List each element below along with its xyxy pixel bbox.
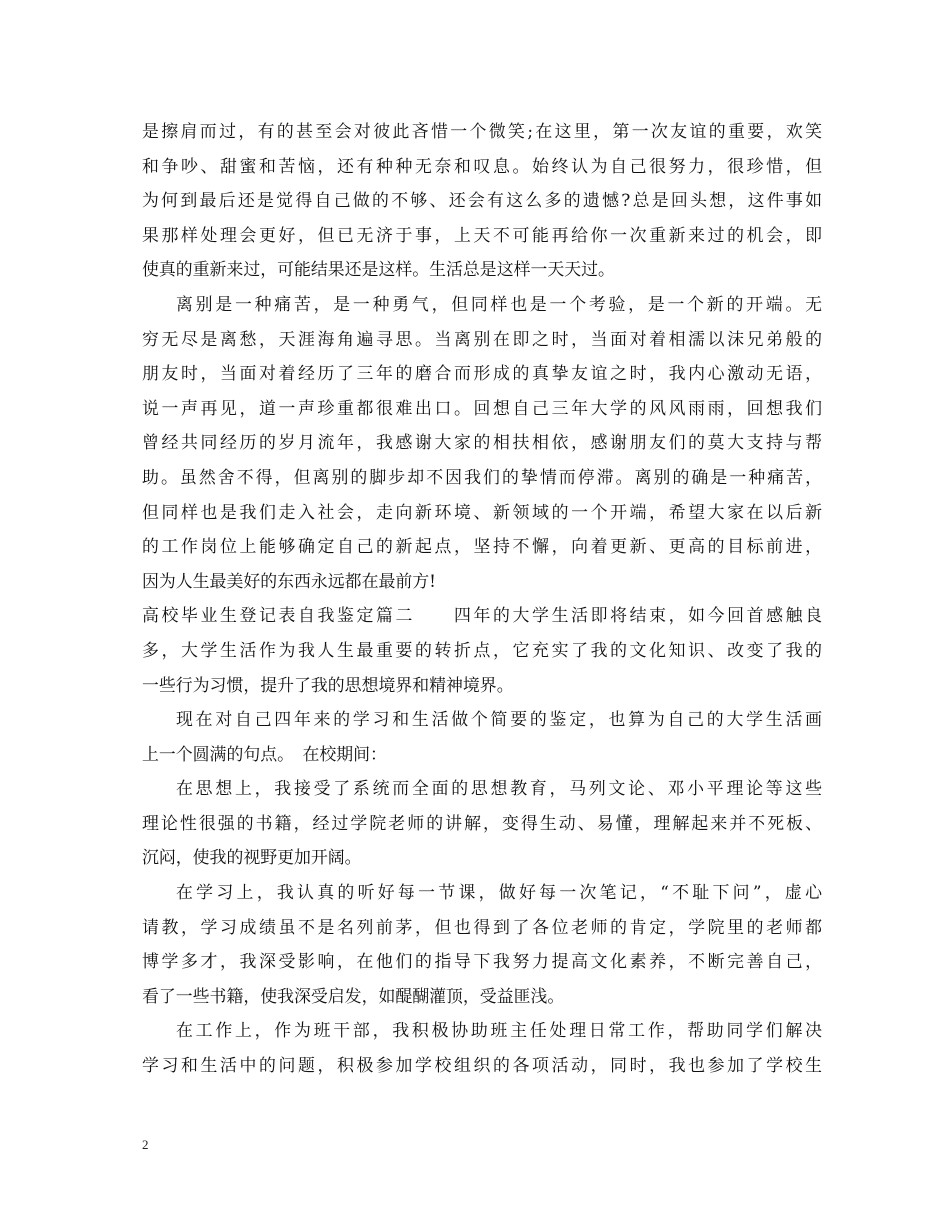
text-line: 沉闷，使我的视野更加开阔。 (142, 847, 362, 868)
text-line: 学习和生活中的问题，积极参加学校组织的各项活动，同时，我也参加了学校生 (142, 1055, 822, 1076)
text-line: 高校毕业生登记表自我鉴定篇二 四年的大学生活即将结束，如今回首感触良 (142, 605, 822, 626)
text-line: 现在对自己四年来的学习和生活做个简要的鉴定，也算为自己的大学生活画 (176, 709, 822, 730)
text-line: 助。虽然舍不得，但离别的脚步却不因我们的挚情而停滞。离别的确是一种痛苦， (142, 466, 822, 487)
text-line: 是擦肩而过，有的甚至会对彼此吝惜一个微笑;在这里，第一次友谊的重要，欢笑 (142, 121, 822, 141)
text-line: 离别是一种痛苦，是一种勇气，但同样也是一个考验，是一个新的开端。无 (176, 293, 822, 314)
text-line: 的工作岗位上能够确定自己的新起点，坚持不懈，向着更新、更高的目标前进， (142, 536, 822, 557)
text-line: 因为人生最美好的东西永远都在最前方! (142, 570, 436, 591)
text-line: 在工作上，作为班干部，我积极协助班主任处理日常工作，帮助同学们解决 (176, 1020, 822, 1041)
text-line: 多，大学生活作为我人生最重要的转折点，它充实了我的文化知识、改变了我的 (142, 639, 822, 660)
text-line: 为何到最后还是觉得自己做的不够、还会有这么多的遗憾?总是回头想，这件事如 (142, 190, 822, 211)
text-line: 使真的重新来过，可能结果还是这样。生活总是这样一天天过。 (142, 259, 615, 280)
text-line: 在思想上，我接受了系统而全面的思想教育，马列文论、邓小平理论等这些 (176, 778, 822, 799)
text-line: 穷无尽是离愁，天涯海角遍寻思。当离别在即之时，当面对着相濡以沫兄弟般的 (142, 328, 822, 349)
body-text (142, 114, 822, 1083)
text-line: 但同样也是我们走入社会，走向新环境、新领域的一个开端，希望大家在以后新 (142, 501, 822, 522)
text-line: 理论性很强的书籍，经过学院老师的讲解，变得生动、易懂，理解起来并不死板、 (142, 812, 822, 833)
text-line: 一些行为习惯，提升了我的思想境界和精神境界。 (142, 674, 514, 695)
text-line: 说一声再见，道一声珍重都很难出口。回想自己三年大学的风风雨雨，回想我们 (142, 397, 822, 418)
text-line: 请教，学习成绩虽不是名列前茅，但也得到了各位老师的肯定，学院里的老师都 (142, 916, 822, 937)
page-number: 2 (142, 1137, 149, 1152)
text-line: 朋友时，当面对着经历了三年的磨合而形成的真挚友谊之时，我内心激动无语， (142, 363, 822, 384)
text-line: 博学多才，我深受影响，在他们的指导下我努力提高文化素养，不断完善自己， (142, 951, 822, 972)
text-line: 曾经共同经历的岁月流年，我感谢大家的相扶相依，感谢朋友们的莫大支持与帮 (142, 432, 822, 453)
text-line: 在学习上，我认真的听好每一节课，做好每一次笔记，“不耻下问”，虚心 (176, 882, 822, 903)
text-line: 看了一些书籍，使我深受启发，如醍醐灌顶，受益匪浅。 (142, 985, 565, 1006)
text-line: 上一个圆满的句点。 在校期间： (142, 743, 387, 764)
text-line: 和争吵、甜蜜和苦恼，还有种种无奈和叹息。始终认为自己很努力，很珍惜，但 (142, 155, 822, 176)
text-line: 果那样处理会更好，但已无济于事，上天不可能再给你一次重新来过的机会，即 (142, 224, 822, 245)
